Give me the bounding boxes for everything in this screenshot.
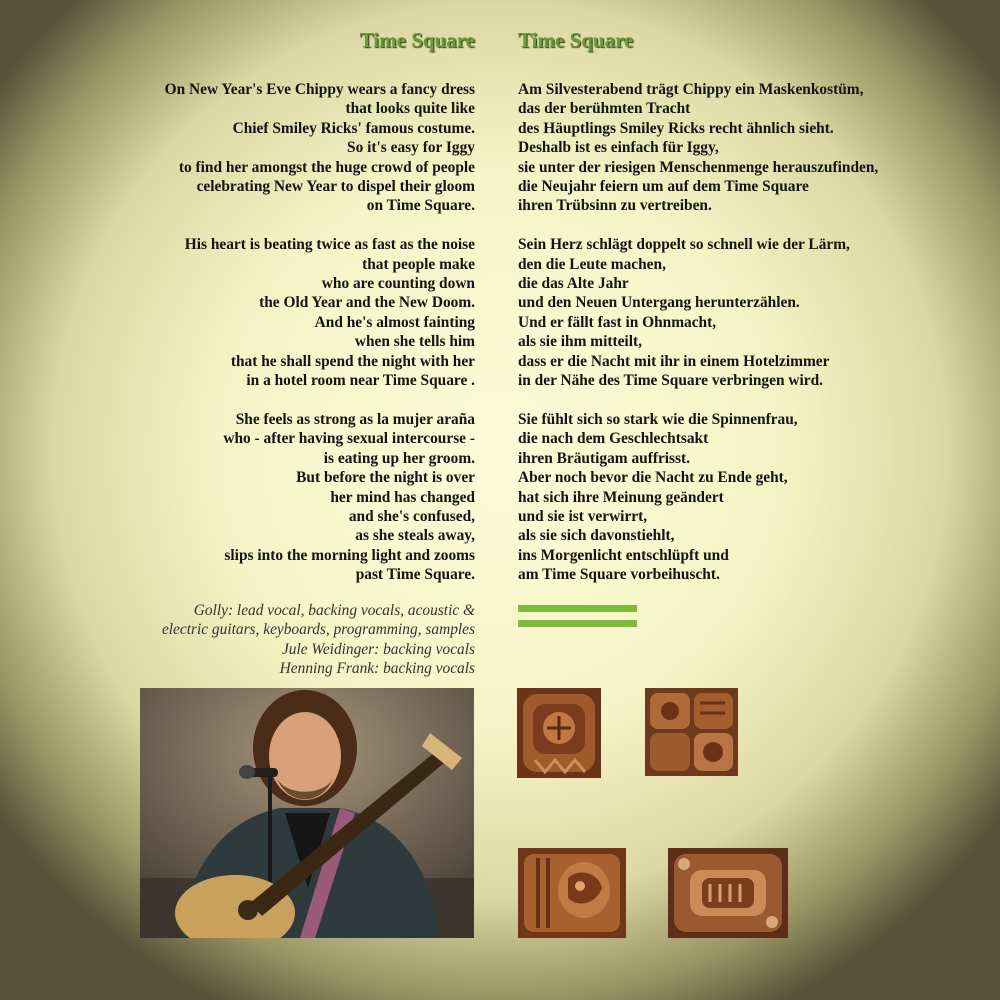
lyric-line: als sie sich davonstiehlt, xyxy=(518,527,675,545)
credit-line: Jule Weidinger: backing vocals xyxy=(281,640,475,658)
divider-bar xyxy=(518,620,637,627)
stanza xyxy=(165,80,475,216)
lyric-line: on Time Square. xyxy=(366,197,475,215)
title-english: Time Square xyxy=(359,28,475,52)
musician-photo xyxy=(140,688,474,938)
lyric-line: Am Silvesterabend trägt Chippy ein Maskenkostüm, xyxy=(518,81,864,98)
lyric-line: So it's easy for Iggy xyxy=(347,139,475,157)
mayan-glyph-1-icon xyxy=(517,688,601,778)
lyric-line: His heart is beating twice as fast as the noise xyxy=(184,236,475,254)
lyric-line: the Old Year and the New Doom. xyxy=(259,294,475,312)
credit-line: Golly: lead vocal, backing vocals, acoustic & xyxy=(193,602,475,619)
lyric-line: that he shall spend the night with her xyxy=(230,352,475,370)
lyric-line: am Time Square vorbeihuscht. xyxy=(518,566,720,584)
lyric-line: Und er fällt fast in Ohnmacht, xyxy=(518,313,717,331)
lyric-line: past Time Square. xyxy=(355,566,475,584)
stanza xyxy=(518,80,878,216)
lyric-line: But before the night is over xyxy=(296,469,475,487)
stanza xyxy=(518,235,878,390)
lyric-line: is eating up her groom. xyxy=(323,449,475,467)
stanza xyxy=(165,410,475,585)
lyric-line: who - after having sexual intercourse - xyxy=(223,430,475,448)
lyric-line: hat sich ihre Meinung geändert xyxy=(518,488,724,506)
lyric-line: die Neujahr feiern um auf dem Time Square xyxy=(518,178,809,196)
stanza xyxy=(518,410,878,585)
lyric-line: to find her amongst the huge crowd of people xyxy=(178,158,475,176)
lyric-line: slips into the morning light and zooms xyxy=(224,546,475,564)
lyric-line: Sein Herz schlägt doppelt so schnell wie der Lärm, xyxy=(518,236,850,254)
lyric-line: when she tells him xyxy=(354,333,475,351)
credits xyxy=(162,601,475,679)
lyric-line: und den Neuen Untergang herunterzählen. xyxy=(518,294,800,312)
divider-bar xyxy=(518,605,637,612)
lyrics-english xyxy=(165,80,475,604)
lyric-line: She feels as strong as la mujer araña xyxy=(235,410,475,428)
credit-line: Henning Frank: backing vocals xyxy=(279,660,475,678)
mayan-glyph-2-icon xyxy=(645,688,738,776)
mayan-glyph-3-icon xyxy=(518,848,626,938)
lyric-line: als sie ihm mitteilt, xyxy=(518,333,642,351)
lyric-line: in a hotel room near Time Square . xyxy=(246,372,475,390)
lyric-line: that looks quite like xyxy=(345,100,475,118)
lyric-line: that people make xyxy=(362,255,475,273)
lyric-line: die das Alte Jahr xyxy=(518,275,629,293)
lyric-line: and she's confused, xyxy=(348,507,475,525)
lyric-line: in der Nähe des Time Square verbringen wird. xyxy=(518,372,823,390)
lyric-line: und sie ist verwirrt, xyxy=(518,507,648,525)
lyric-line: des Häuptlings Smiley Ricks recht ähnlich sieht. xyxy=(518,119,834,137)
lyric-line: das der berühmten Tracht xyxy=(518,100,691,118)
mayan-glyph-4-icon xyxy=(668,848,788,938)
lyric-line: Chief Smiley Ricks' famous costume. xyxy=(232,119,475,137)
lyric-line: who are counting down xyxy=(321,275,475,293)
lyric-line: as she steals away, xyxy=(355,527,475,545)
lyric-line: dass er die Nacht mit ihr in einem Hotelzimmer xyxy=(518,352,830,370)
lyric-line: ihren Trübsinn zu vertreiben. xyxy=(518,197,712,215)
lyric-line: On New Year's Eve Chippy wears a fancy dress xyxy=(164,81,475,98)
lyric-line: celebrating New Year to dispel their gloom xyxy=(196,178,475,196)
divider-bars xyxy=(518,605,637,635)
lyric-line: die nach dem Geschlechtsakt xyxy=(518,430,709,448)
lyrics-german xyxy=(518,80,878,604)
lyric-line: den die Leute machen, xyxy=(518,255,666,273)
credit-line: electric guitars, keyboards, programming, samples xyxy=(161,621,475,639)
lyric-line: sie unter der riesigen Menschenmenge herauszufinden, xyxy=(518,158,879,176)
lyric-line: ihren Bräutigam auffrisst. xyxy=(518,449,691,467)
lyric-line: And he's almost fainting xyxy=(314,313,475,331)
lyric-line: Sie fühlt sich so stark wie die Spinnenfrau, xyxy=(518,410,798,428)
lyric-line: Aber noch bevor die Nacht zu Ende geht, xyxy=(518,469,788,487)
lyric-line: Deshalb ist es einfach für Iggy, xyxy=(518,139,719,157)
lyric-line: her mind has changed xyxy=(330,488,475,506)
stanza xyxy=(165,235,475,390)
title-german: Time Square xyxy=(518,28,634,52)
lyric-line: ins Morgenlicht entschlüpft und xyxy=(518,546,729,564)
